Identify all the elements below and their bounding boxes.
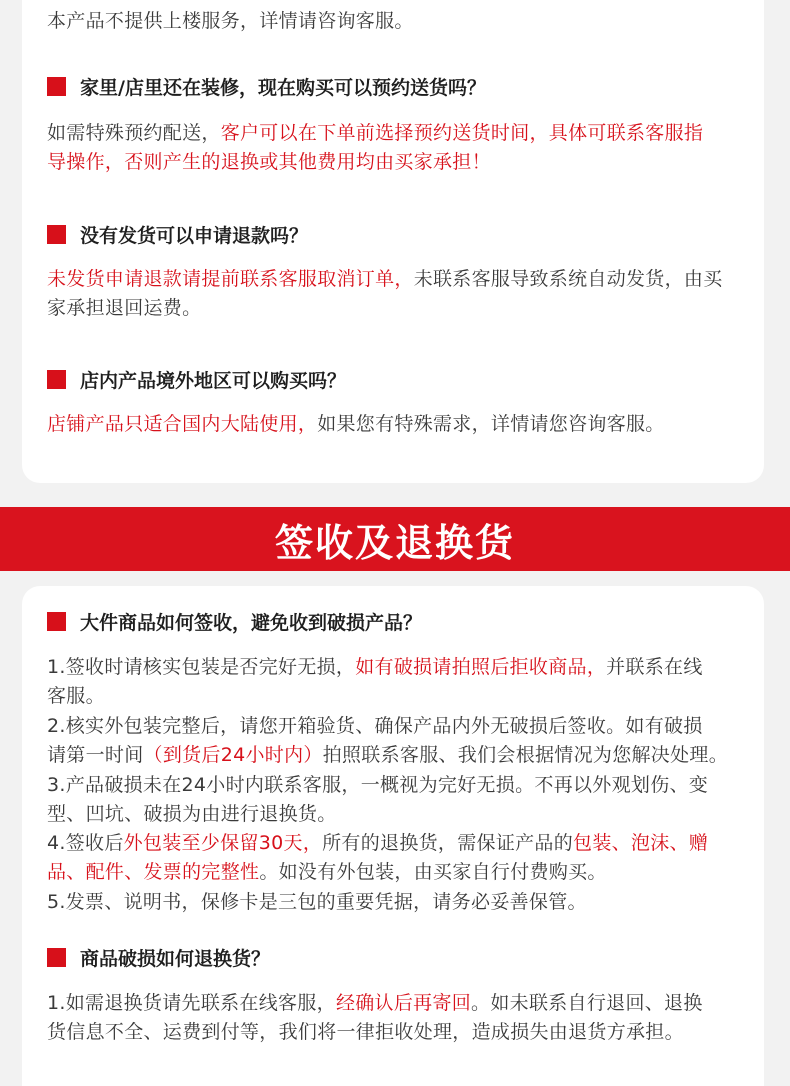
answer-line: 家承担退回运费。	[47, 297, 202, 319]
red-square-bullet	[47, 225, 66, 244]
answer-line: 3.产品破损未在24小时内联系客服，一概视为完好无损。不再以外观划伤、变	[47, 774, 709, 796]
question-overseas-purchase	[47, 366, 346, 396]
red-square-bullet	[47, 948, 66, 967]
faq-card-top	[22, 0, 764, 483]
question-title: 没有发货可以申请退款吗？	[80, 225, 309, 247]
question-title: 商品破损如何退换货？	[80, 948, 271, 970]
answer-line: 2.核实外包装完整后，请您开箱验货、确保产品内外无破损后签收。如有破损	[47, 715, 703, 737]
answer-line: 导操作，否则产生的退换或其他费用均由买家承担！	[47, 151, 491, 173]
answer-line: 店铺产品只适合国内大陆使用，如果您有特殊需求，详情请您咨询客服。	[47, 413, 665, 435]
red-square-bullet	[47, 612, 66, 631]
red-square-bullet	[47, 77, 66, 96]
question-damaged-goods-return	[47, 944, 270, 974]
answer-line: 1.签收时请核实包装是否完好无损，如有破损请拍照后拒收商品，并联系在线	[47, 656, 703, 678]
red-square-bullet	[47, 370, 66, 389]
question-preorder-delivery	[47, 73, 486, 103]
section-banner: 签收及退换货	[0, 507, 790, 571]
question-title: 大件商品如何签收，避免收到破损产品？	[80, 612, 423, 634]
answer-line: 未发货申请退款请提前联系客服取消订单，未联系客服导致系统自动发货，由买	[47, 268, 723, 290]
answer-line: 品、配件、发票的完整性。如没有外包装，由买家自行付费购买。	[47, 861, 607, 883]
answer-line: 5.发票、说明书，保修卡是三包的重要凭据，请务必妥善保管。	[47, 891, 587, 913]
question-refund-before-shipping	[47, 221, 308, 251]
answer-line: 型、凹坑、破损为由进行退换货。	[47, 803, 337, 825]
question-title: 家里/店里还在装修，现在购买可以预约送货吗？	[80, 77, 486, 99]
faq-card-bottom	[22, 586, 764, 1086]
question-signing-large-items	[47, 608, 422, 638]
answer-line: 1.如需退换货请先联系在线客服，经确认后再寄回。如未联系自行退回、退换	[47, 992, 703, 1014]
intro-text: 本产品不提供上楼服务，详情请咨询客服。	[47, 10, 414, 32]
question-title: 店内产品境外地区可以购买吗？	[80, 370, 347, 392]
answer-line: 客服。	[47, 685, 105, 707]
answer-line: 货信息不全、运费到付等，我们将一律拒收处理，造成损失由退货方承担。	[47, 1021, 684, 1043]
answer-line: 如需特殊预约配送，客户可以在下单前选择预约送货时间，具体可联系客服指	[47, 122, 704, 144]
answer-line: 请第一时间（到货后24小时内）拍照联系客服、我们会根据情况为您解决处理。	[47, 744, 729, 766]
answer-line: 4.签收后外包装至少保留30天，所有的退换货，需保证产品的包装、泡沫、赠	[47, 832, 709, 854]
